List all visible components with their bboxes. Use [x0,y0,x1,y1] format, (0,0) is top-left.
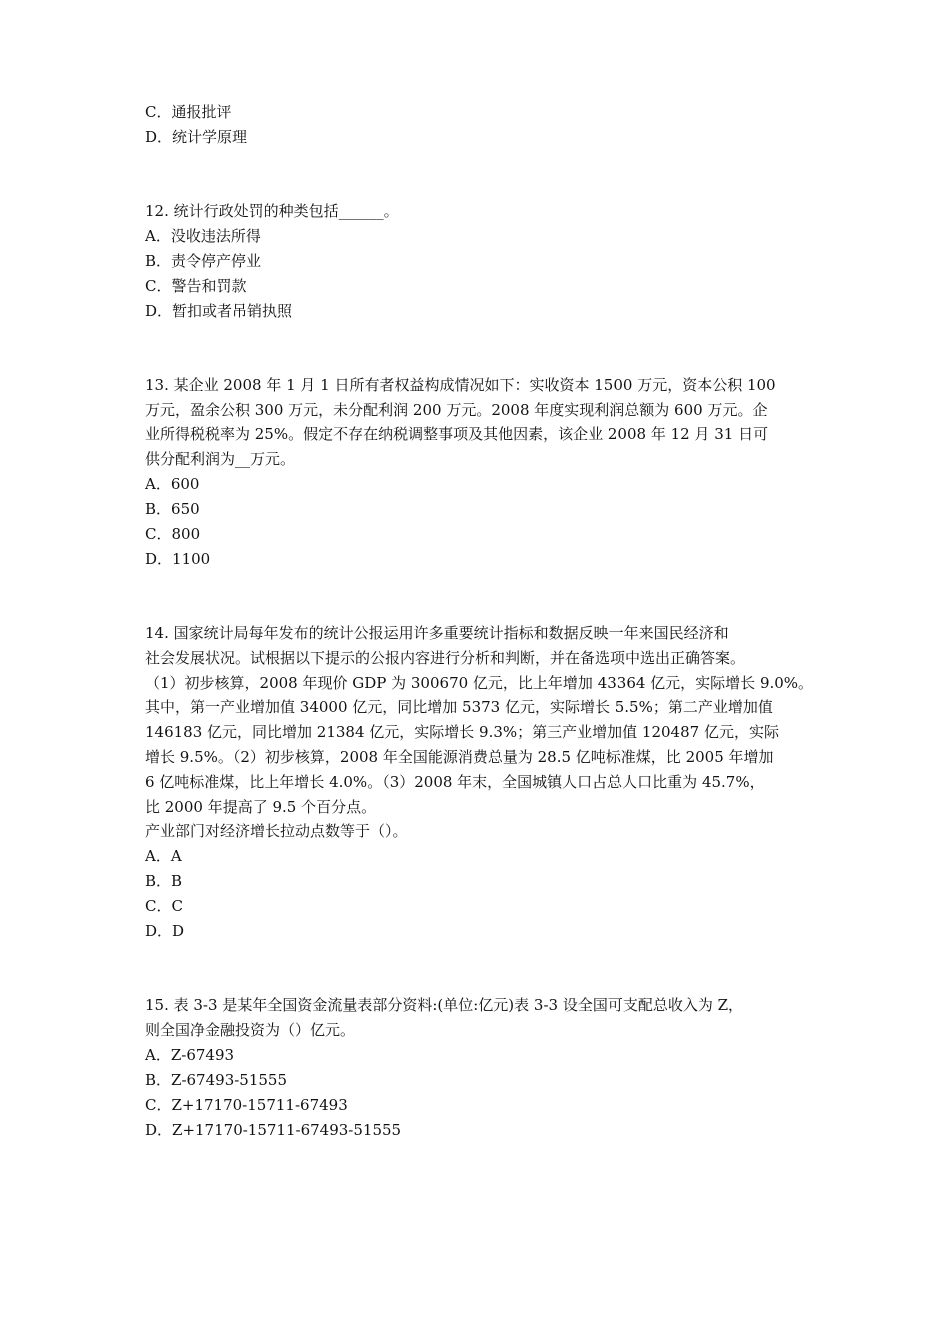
stem-line: 社会发展状况。试根据以下提示的公报内容进行分析和判断，并在备选项中选出正确答案。 [145,648,746,667]
stem-line: 12. 统计行政处罚的种类包括______。 [145,202,399,220]
stem-line: （1）初步核算，2008 年现价 GDP 为 300670 亿元，比上年增加 43364 亿元，实际增长 9.0%。 [145,673,814,692]
option-a: A．没收违法所得 [145,226,261,245]
option-d: D．D [145,922,185,941]
question-gap [145,944,810,993]
stem-line: 其中，第一产业增加值 34000 亿元，同比增加 5373 亿元，实际增长 5.5%；第二产业增加值 [145,698,773,717]
exam-page [145,100,814,1143]
option-b: B．650 [145,499,200,518]
stem-line: 6 亿吨标准煤，比上年增长 4.0%。（3）2008 年末，全国城镇人口占总人口比重为 45.7%， [145,772,765,791]
q11-options [145,100,810,150]
stem-line: 比 2000 年提高了 9.5 个百分点。 [145,797,377,816]
option-b: B．Z-67493-51555 [145,1070,288,1089]
stem-line: 15. 表 3-3 是某年全国资金流量表部分资料:(单位:亿元)表 3-3 设全国可支配总收入为 Z， [145,996,744,1015]
stem-line: 13. 某企业 2008 年 1 月 1 日所有者权益构成情况如下：实收资本 1500 万元，资本公积 100 [145,375,776,394]
question-12 [145,199,810,324]
option-c: C．800 [145,524,201,543]
option-d: D．1100 [145,549,211,568]
question-stem [145,373,810,472]
option-c: C．通报批评 [145,103,232,121]
question-stem [145,993,810,1043]
question-gap [145,150,810,199]
question-15 [145,993,810,1143]
question-13 [145,373,810,572]
stem-line: 供分配利润为__万元。 [145,450,296,469]
option-c: C．Z+17170-15711-67493 [145,1095,348,1114]
option-a: A．A [145,847,182,866]
option-d: D．Z+17170-15711-67493-51555 [145,1120,402,1139]
stem-line: 万元，盈余公积 300 万元，未分配利润 200 万元。2008 年度实现利润总额为 600 万元。企 [145,400,768,419]
question-stem [145,199,810,224]
question-14 [145,621,814,944]
question-gap [145,324,810,373]
stem-line: 14. 国家统计局每年发布的统计公报运用许多重要统计指标和数据反映一年来国民经济和 [145,623,729,642]
option-c: C．C [145,897,183,916]
stem-line: 业所得税税率为 25%。假定不存在纳税调整事项及其他因素，该企业 2008 年 12 月 31 日可 [145,425,769,444]
option-b: B．B [145,872,183,891]
stem-line: 则全国净金融投资为（）亿元。 [145,1020,356,1039]
stem-line: 产业部门对经济增长拉动点数等于（）。 [145,822,408,841]
option-b: B．责令停产停业 [145,251,262,270]
question-stem [145,621,814,844]
stem-line: 146183 亿元，同比增加 21384 亿元，实际增长 9.3%；第三产业增加值 120487 亿元，实际 [145,723,779,742]
stem-line: 增长 9.5%。（2）初步核算，2008 年全国能源消费总量为 28.5 亿吨标准煤，比 2005 年增加 [145,747,774,766]
option-d: D．统计学原理 [145,128,248,146]
option-c: C．警告和罚款 [145,276,247,295]
option-d: D．暂扣或者吊销执照 [145,301,293,320]
option-a: A．Z-67493 [145,1045,235,1064]
option-a: A．600 [145,474,200,493]
question-gap [145,572,810,621]
